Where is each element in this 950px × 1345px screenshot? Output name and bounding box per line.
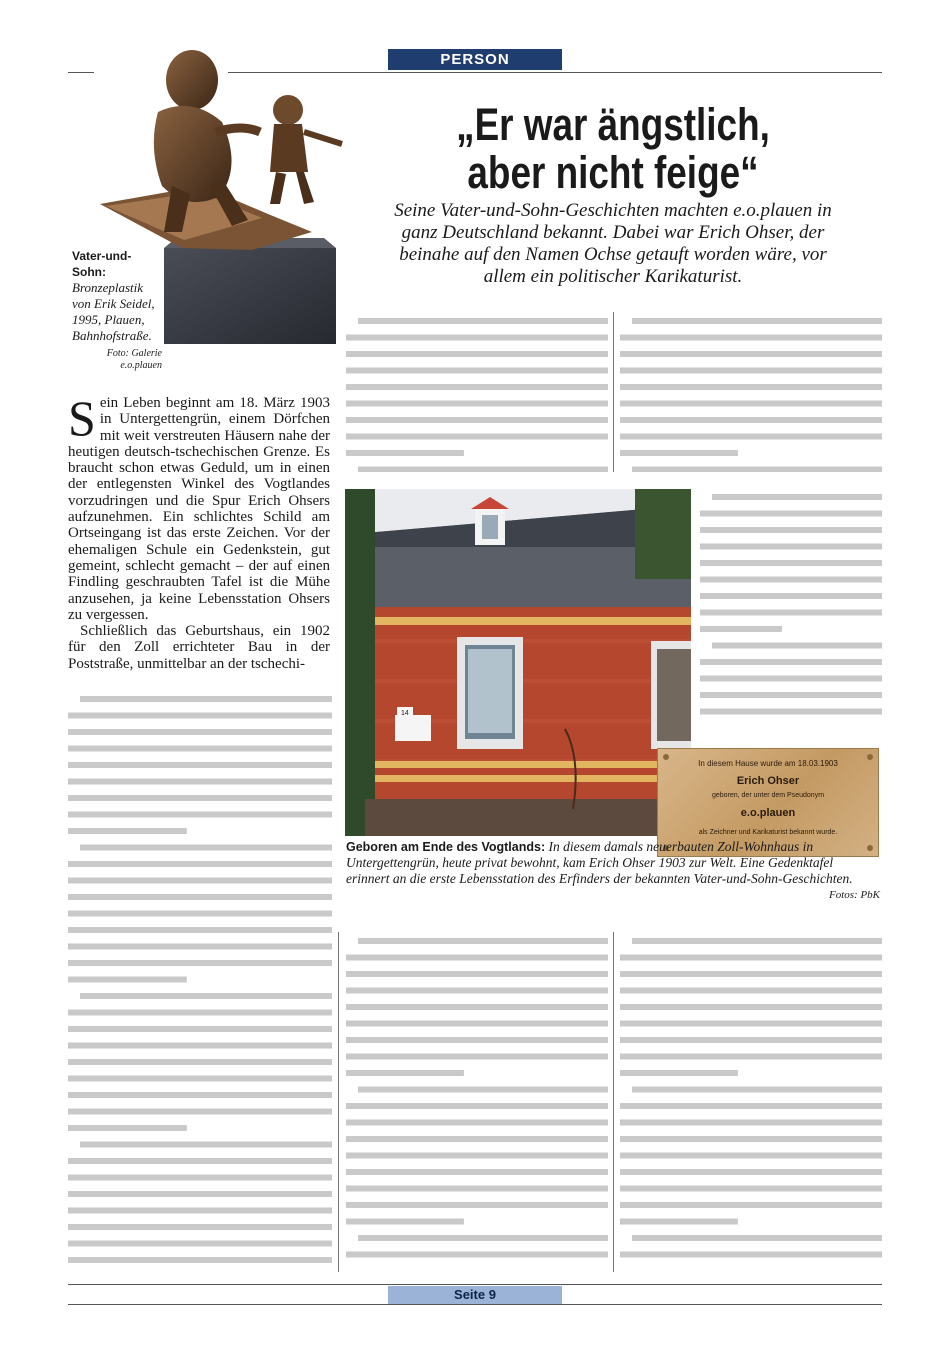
illegible-text-line — [68, 878, 332, 884]
illegible-text-line — [68, 812, 332, 818]
illegible-text-line — [68, 1125, 187, 1131]
illegible-text-line — [620, 1169, 882, 1175]
plaque-line-2: Erich Ohser — [736, 775, 800, 787]
drop-cap: S — [68, 390, 96, 446]
illegible-text-line — [700, 626, 782, 632]
illegible-text-line — [346, 1202, 608, 1208]
illegible-text-line — [68, 960, 332, 966]
illegible-text-line — [346, 417, 608, 423]
illegible-text-line — [68, 944, 332, 950]
illegible-text-line — [68, 1010, 332, 1016]
illegible-text-line — [346, 1252, 608, 1258]
illegible-text-line — [68, 828, 187, 834]
illegible-text-line — [632, 1087, 882, 1093]
illegible-text-line — [68, 1175, 332, 1181]
illegible-text-line — [358, 1087, 608, 1093]
bottom-rule-bottom — [68, 1304, 882, 1305]
headline-line-2: aber nicht feige“ — [467, 147, 759, 198]
illegible-text-line — [346, 335, 608, 341]
illegible-text-line — [68, 1241, 332, 1247]
illegible-text-line — [346, 1037, 608, 1043]
illegible-text-line — [620, 1202, 882, 1208]
illegible-text-line — [346, 1021, 608, 1027]
plaque-screw-icon — [663, 754, 669, 760]
illegible-text-line — [620, 971, 882, 977]
illegible-text-line — [346, 1120, 608, 1126]
illegible-text-line — [68, 861, 332, 867]
illegible-text-line — [358, 938, 608, 944]
illegible-text-line — [700, 544, 882, 550]
sculpture-caption-label: Vater-und-Sohn: — [72, 249, 132, 279]
lead-paragraph-1: ein Leben beginnt am 18. März 1903 in Untergettengrün, einem Dörfchen mit weit verstreuten Häusern nahe der heutigen deutsch-tschechischen Grenze. Es braucht schon etwas Geduld, um in einen der entlegensten Winkel des Vogtlandes vorzudringen und die Spur Erich Ohsers aufzunehmen. Ein schlichtes Schild am Ortseingang ist das erste Zeichen. Vor der ehemaligen Schule ein Gedenkstein, gut gemeint, schlecht gemacht – der auf einen Findling geschraubten Tafel ist die Mühe anzusehen, ja keine Lebensstation Ohsers zu vergessen. — [68, 395, 330, 623]
illegible-text-line — [620, 1021, 882, 1027]
section-label: PERSON — [388, 49, 562, 70]
illegible-text-line — [712, 643, 882, 649]
illegible-text-line — [620, 1054, 882, 1060]
house-number: 14 — [401, 710, 409, 717]
illegible-text-line — [68, 1026, 332, 1032]
lead-paragraph-2: Schließlich das Geburtshaus, ein 1902 für den Zoll errichteter Bau in der Poststraße, unmittelbar an der tschechi- — [68, 623, 330, 672]
illegible-text-line — [346, 1169, 608, 1175]
illegible-text-line — [80, 1142, 332, 1148]
illegible-text-line — [346, 450, 464, 456]
illegible-text-line — [620, 450, 738, 456]
illegible-text-line — [346, 988, 608, 994]
house-caption-text: In diesem damals neuerbauten Zoll-Wohnhaus in Untergettengrün, heute privat bewohnt, kam Erich Ohser 1903 zur Welt. Eine Gedenktafel erinnert an die erste Lebensstation des Erfinders der bekannten Vater-und-Sohn-Geschichten. — [346, 839, 853, 886]
article-lead-column — [68, 390, 330, 672]
illegible-text-line — [68, 1059, 332, 1065]
illegible-text-line — [68, 1109, 332, 1115]
illegible-text-line — [68, 746, 332, 752]
illegible-text-line — [346, 351, 608, 357]
plaque-line-4: e.o.plauen — [740, 807, 796, 819]
illegible-text-line — [358, 1235, 608, 1241]
plaque-line-3: geboren, der unter dem Pseudonym — [711, 792, 825, 799]
illegible-text-line — [620, 1037, 882, 1043]
illegible-text-line — [68, 1191, 332, 1197]
illegible-text-line — [346, 1103, 608, 1109]
illegible-text-line — [68, 927, 332, 933]
illegible-text-right-bottom — [620, 932, 882, 1272]
illegible-text-line — [620, 1103, 882, 1109]
top-rule-left — [68, 72, 94, 73]
illegible-text-line — [68, 911, 332, 917]
house-caption-label: Geboren am Ende des Vogtlands: — [346, 840, 546, 854]
dek: Seine Vater-und-Sohn-Geschichten machten e.o.plauen in ganz Deutschland bekannt. Dabei war Erich Ohser, der beinahe auf den Namen Ochse getauft worden wäre, vor allem ein politischer Karikaturist. — [394, 200, 832, 287]
illegible-text-line — [620, 434, 882, 440]
headline-line-1: „Er war ängstlich, — [456, 99, 770, 150]
illegible-text-line — [346, 1186, 608, 1192]
illegible-text-line — [632, 938, 882, 944]
illegible-text-line — [620, 401, 882, 407]
illegible-text-line — [346, 368, 608, 374]
illegible-text-line — [68, 713, 332, 719]
illegible-text-line — [620, 1120, 882, 1126]
illegible-text-right-beside-photo — [700, 488, 882, 722]
illegible-text-line — [712, 494, 882, 500]
illegible-text-line — [80, 993, 332, 999]
illegible-text-line — [632, 467, 882, 473]
illegible-text-line — [620, 417, 882, 423]
illegible-text-line — [346, 384, 608, 390]
illegible-text-line — [346, 1136, 608, 1142]
illegible-text-line — [700, 527, 882, 533]
illegible-text-line — [700, 610, 882, 616]
illegible-text-line — [346, 955, 608, 961]
illegible-text-line — [346, 434, 608, 440]
illegible-text-line — [620, 1186, 882, 1192]
illegible-text-line — [68, 977, 187, 983]
sculpture-caption-text: Bronzeplastik von Erik Seidel, 1995, Plauen, Bahnhofstraße. — [72, 280, 155, 343]
illegible-text-line — [632, 1235, 882, 1241]
illegible-text-line — [620, 1070, 738, 1076]
illegible-text-left-column — [68, 690, 332, 1272]
illegible-text-line — [346, 1054, 608, 1060]
house-caption-credit: Fotos: PbK — [828, 889, 880, 901]
sculpture-caption-credit: Foto: Galerie e.o.plauen — [106, 348, 162, 371]
birth-house-photo — [345, 489, 691, 836]
illegible-text-line — [700, 511, 882, 517]
sculpture-caption — [72, 248, 162, 372]
illegible-text-line — [68, 1257, 332, 1263]
plaque-line-1: In diesem Hause wurde am 18.03.1903 — [698, 759, 838, 768]
illegible-text-line — [68, 1076, 332, 1082]
illegible-text-line — [620, 1004, 882, 1010]
illegible-text-line — [346, 1219, 464, 1225]
illegible-text-line — [68, 1208, 332, 1214]
plaque-screw-icon — [867, 754, 873, 760]
illegible-text-middle-top — [346, 312, 608, 472]
illegible-text-line — [68, 1224, 332, 1230]
illegible-text-line — [346, 1153, 608, 1159]
illegible-text-line — [632, 318, 882, 324]
illegible-text-line — [68, 795, 332, 801]
illegible-text-line — [700, 659, 882, 665]
illegible-text-line — [700, 560, 882, 566]
illegible-text-line — [80, 696, 332, 702]
bottom-rule-top — [68, 1284, 882, 1285]
illegible-text-line — [700, 676, 882, 682]
column-rule-2 — [613, 932, 614, 1272]
illegible-text-middle-bottom — [346, 932, 608, 1272]
illegible-text-line — [80, 845, 332, 851]
illegible-text-line — [620, 384, 882, 390]
illegible-text-line — [700, 692, 882, 698]
illegible-text-line — [346, 971, 608, 977]
illegible-text-line — [620, 368, 882, 374]
illegible-text-line — [620, 1136, 882, 1142]
illegible-text-line — [346, 1070, 464, 1076]
illegible-text-line — [68, 729, 332, 735]
illegible-text-line — [68, 894, 332, 900]
illegible-text-line — [620, 351, 882, 357]
column-rule-1 — [613, 312, 614, 472]
illegible-text-line — [346, 401, 608, 407]
illegible-text-line — [620, 1252, 882, 1258]
headline — [429, 101, 798, 197]
illegible-text-right-top — [620, 312, 882, 472]
illegible-text-line — [358, 467, 608, 473]
illegible-text-line — [620, 335, 882, 341]
illegible-text-line — [620, 988, 882, 994]
illegible-text-line — [346, 1004, 608, 1010]
illegible-text-line — [358, 318, 608, 324]
illegible-text-line — [68, 779, 332, 785]
page-number: Seite 9 — [388, 1286, 562, 1304]
illegible-text-line — [700, 709, 882, 715]
column-rule-3 — [338, 932, 339, 1272]
illegible-text-line — [620, 1153, 882, 1159]
plaque-line-5: als Zeichner und Karikaturist bekannt wurde. — [698, 829, 838, 836]
illegible-text-line — [68, 762, 332, 768]
house-photo-caption — [346, 839, 880, 903]
illegible-text-line — [68, 1092, 332, 1098]
illegible-text-line — [620, 955, 882, 961]
illegible-text-line — [700, 577, 882, 583]
illegible-text-line — [620, 1219, 738, 1225]
illegible-text-line — [68, 1043, 332, 1049]
illegible-text-line — [68, 1158, 332, 1164]
illegible-text-line — [700, 593, 882, 599]
